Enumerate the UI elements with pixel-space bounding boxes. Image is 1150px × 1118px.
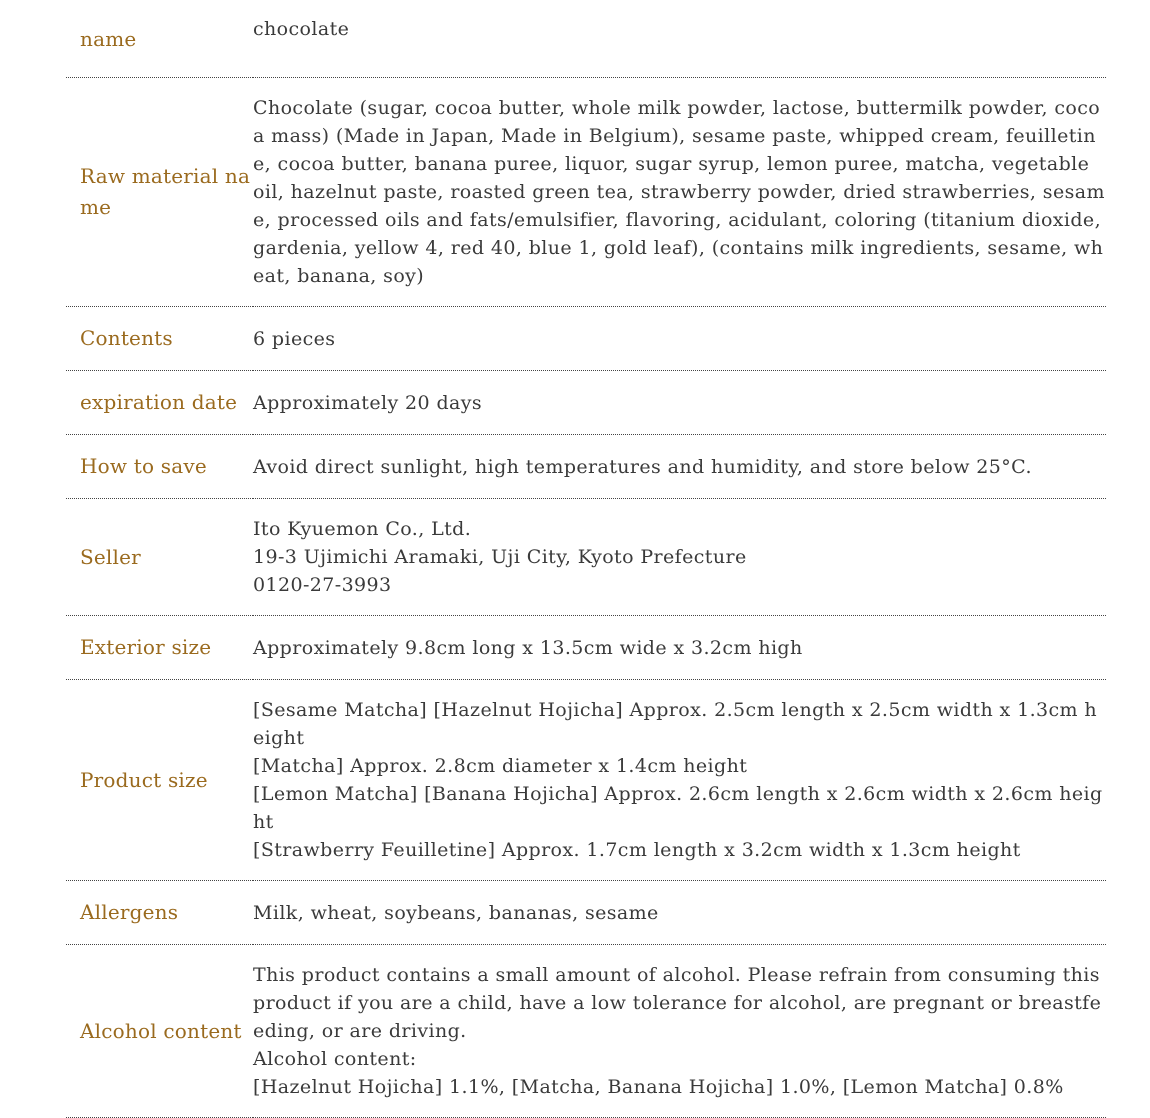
spec-row-alcohol-content xyxy=(66,945,1106,1118)
product-size-line: [Lemon Matcha] [Banana Hojicha] Approx. 2.6cm length x 2.6cm width x 2.6cm height xyxy=(253,783,1103,833)
spec-value-product-size xyxy=(253,680,1106,881)
spec-label-raw-material: Raw material name xyxy=(66,78,253,307)
spec-value-how-to-save: Avoid direct sunlight, high temperatures and humidity, and store below 25°C. xyxy=(253,435,1106,499)
spec-row-product-size xyxy=(66,680,1106,881)
spec-label-expiration-date: expiration date xyxy=(66,371,253,435)
spec-value-seller xyxy=(253,499,1106,616)
spec-value-allergens: Milk, wheat, soybeans, bananas, sesame xyxy=(253,881,1106,945)
seller-address: 19-3 Ujimichi Aramaki, Uji City, Kyoto Prefecture xyxy=(253,546,747,568)
product-size-line: [Sesame Matcha] [Hazelnut Hojicha] Approx. 2.5cm length x 2.5cm width x 1.3cm height xyxy=(253,699,1098,749)
spec-row-name xyxy=(66,0,1106,78)
alcohol-warning: This product contains a small amount of alcohol. Please refrain from consuming this product if you are a child, have a low tolerance for alcohol, are pregnant or breastfeeding, or are driving. xyxy=(253,964,1102,1042)
spec-value-alcohol-content xyxy=(253,945,1106,1118)
spec-row-allergens xyxy=(66,881,1106,945)
product-size-line: [Matcha] Approx. 2.8cm diameter x 1.4cm height xyxy=(253,755,748,777)
spec-label-how-to-save: How to save xyxy=(66,435,253,499)
spec-label-name: name xyxy=(66,0,253,78)
spec-value-name: chocolate xyxy=(253,0,1106,78)
spec-value-raw-material: Chocolate (sugar, cocoa butter, whole milk powder, lactose, buttermilk powder, cocoa mass) (Made in Japan, Made in Belgium), sesame paste, whipped cream, feuilletine, cocoa butter, banana puree, liquor, sugar syrup, lemon puree, matcha, vegetable oil, hazelnut paste, roasted green tea, strawberry powder, dried strawberries, sesame, processed oils and fats/emulsifier, flavoring, acidulant, coloring (titanium dioxide, gardenia, yellow 4, red 40, blue 1, gold leaf), (contains milk ingredients, sesame, wheat, banana, soy) xyxy=(253,78,1106,307)
seller-company: Ito Kyuemon Co., Ltd. xyxy=(253,518,472,540)
spec-value-exterior-size: Approximately 9.8cm long x 13.5cm wide x 3.2cm high xyxy=(253,616,1106,680)
spec-label-product-size: Product size xyxy=(66,680,253,881)
spec-value-expiration-date: Approximately 20 days xyxy=(253,371,1106,435)
alcohol-content-values: [Hazelnut Hojicha] 1.1%, [Matcha, Banana Hojicha] 1.0%, [Lemon Matcha] 0.8% xyxy=(253,1076,1064,1098)
spec-row-seller xyxy=(66,499,1106,616)
spec-label-exterior-size: Exterior size xyxy=(66,616,253,680)
spec-row-contents xyxy=(66,307,1106,371)
spec-row-raw-material xyxy=(66,78,1106,307)
spec-label-seller: Seller xyxy=(66,499,253,616)
spec-label-contents: Contents xyxy=(66,307,253,371)
product-spec-table xyxy=(66,0,1106,1118)
spec-value-contents: 6 pieces xyxy=(253,307,1106,371)
spec-row-how-to-save xyxy=(66,435,1106,499)
alcohol-content-heading: Alcohol content: xyxy=(253,1048,417,1070)
seller-phone: 0120-27-3993 xyxy=(253,574,392,596)
spec-row-exterior-size xyxy=(66,616,1106,680)
spec-row-expiration-date xyxy=(66,371,1106,435)
spec-label-allergens: Allergens xyxy=(66,881,253,945)
spec-label-alcohol-content: Alcohol content xyxy=(66,945,253,1118)
product-size-line: [Strawberry Feuilletine] Approx. 1.7cm length x 3.2cm width x 1.3cm height xyxy=(253,839,1021,861)
